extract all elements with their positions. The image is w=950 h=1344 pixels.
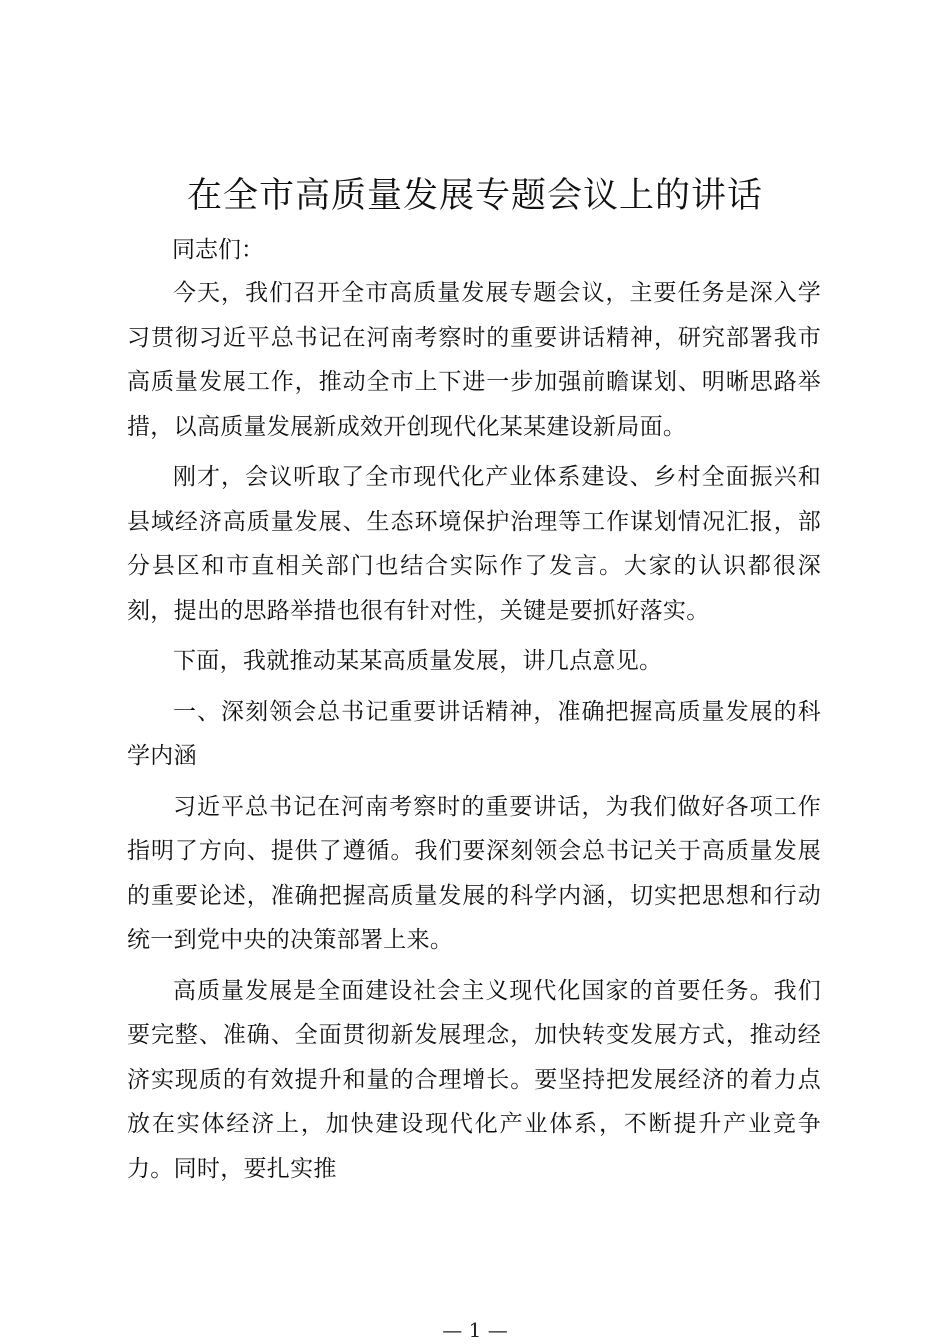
paragraph-opening: 今天，我们召开全市高质量发展专题会议，主要任务是深入学习贯彻习近平总书记在河南考察时的重要讲话精神，研究部署我市高质量发展工作，推动全市上下进一步加强前瞻谋划、明晰思路举措，以高质量发展新成效开创现代化某某建设新局面。 (127, 280, 821, 440)
section-heading-1: 一、深刻领会总书记重要讲话精神，准确把握高质量发展的科学内涵 (127, 698, 821, 769)
salutation: 同志们： (172, 237, 264, 263)
document-body (127, 271, 821, 1197)
paragraph-transition: 下面，我就推动某某高质量发展，讲几点意见。 (173, 648, 663, 674)
page-number: — 1 — (442, 1318, 508, 1342)
paragraph-meeting-summary: 刚才，会议听取了全市现代化产业体系建设、乡村全面振兴和县域经济高质量发展、生态环境保护治理等工作谋划情况汇报，部分县区和市直相关部门也结合实际作了发言。大家的认识都很深刻，提出的思路举措也很有针对性，关键是要抓好落实。 (127, 464, 821, 624)
document-title: 在全市高质量发展专题会议上的讲话 (186, 176, 763, 216)
paragraph-section-1-body: 高质量发展是全面建设社会主义现代化国家的首要任务。我们要完整、准确、全面贯彻新发展理念，加快转变发展方式，推动经济实现质的有效提升和量的合理增长。要坚持把发展经济的着力点放在实体经济上，加快建设现代化产业体系，不断提升产业竞争力。同时，要扎实推 (127, 977, 821, 1182)
paragraph-section-1-intro: 习近平总书记在河南考察时的重要讲话，为我们做好各项工作指明了方向、提供了遵循。我们要深刻领会总书记关于高质量发展的重要论述，准确把握高质量发展的科学内涵，切实把思想和行动统一到党中央的决策部署上来。 (127, 793, 821, 953)
